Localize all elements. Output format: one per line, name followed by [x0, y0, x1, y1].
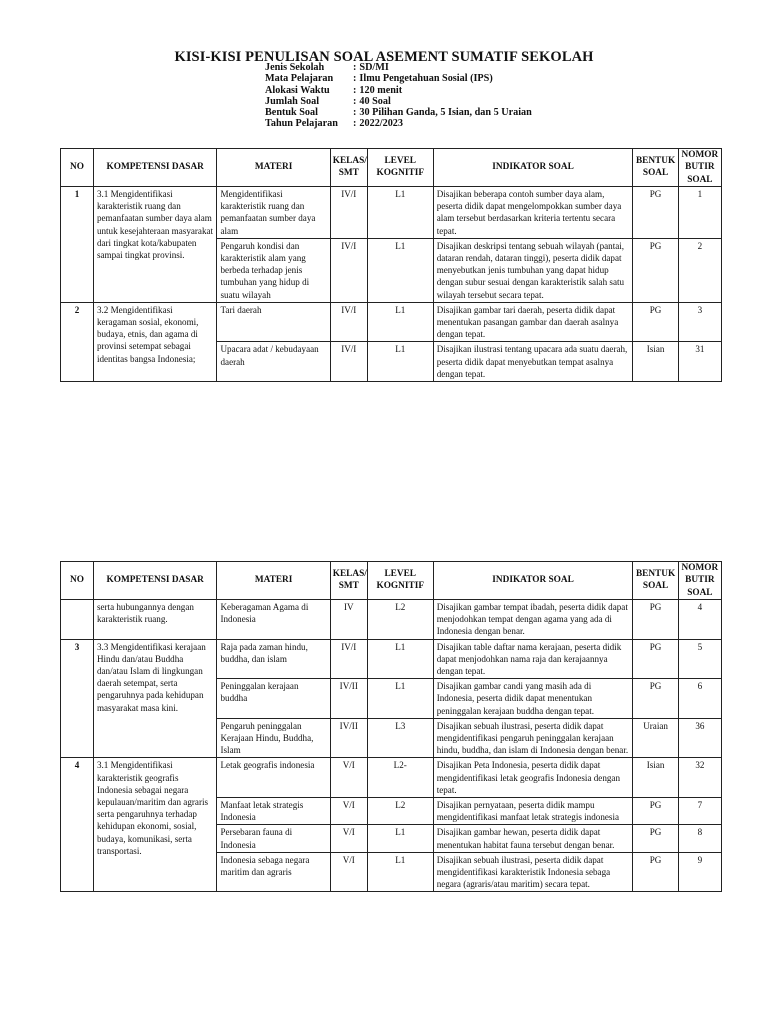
- materi-cell: Pengaruh kondisi dan karakteristik alam yang berbeda terhadap jenis tumbuhan yang hidup di suatu wilayah: [217, 238, 330, 302]
- header-text: LEVEL: [384, 569, 416, 580]
- header-text: BENTUK: [635, 156, 676, 167]
- kelas-cell: V/I: [330, 852, 367, 892]
- nomor-cell: 32: [678, 758, 721, 798]
- info-label: Alokasi Waktu: [265, 84, 330, 96]
- info-label: Tahun Pelajaran: [265, 118, 338, 130]
- nomor-cell: 1: [678, 186, 721, 238]
- row-number: 3: [61, 639, 94, 758]
- materi-cell: Indonesia sebaga negara maritim dan agraris: [217, 852, 330, 892]
- level-cell: L1: [367, 186, 433, 238]
- header-text: KELAS/: [332, 156, 367, 167]
- row-number: [61, 599, 94, 639]
- info-label: Jumlah Soal: [265, 95, 320, 107]
- info-row-bentuk-soal: Bentuk Soal : 30 Pilihan Ganda, 5 Isian, dan 5 Uraian: [265, 107, 532, 119]
- header-kelas-smt: [330, 149, 367, 187]
- header-text: KOGNITIF: [376, 581, 424, 592]
- materi-cell: Tari daerah: [217, 302, 330, 342]
- header-text: NO: [69, 162, 84, 173]
- kelas-cell: V/I: [330, 797, 367, 824]
- header-text: SMT: [338, 581, 359, 592]
- info-value: 120 menit: [359, 84, 403, 96]
- bentuk-cell: PG: [633, 679, 678, 719]
- row-number: 4: [61, 758, 94, 892]
- header-text: SMT: [338, 168, 359, 179]
- nomor-cell: 6: [678, 679, 721, 719]
- kompetensi-dasar-cell: serta hubungannya dengan karakteristik ruang.: [93, 599, 217, 639]
- info-row-tahun-pelajaran: Tahun Pelajaran : 2022/2023: [265, 118, 403, 130]
- table-row: [61, 302, 722, 342]
- header-bentuk-soal: [633, 149, 678, 187]
- materi-cell: Upacara adat / kebudayaan daerah: [217, 342, 330, 382]
- info-row-alokasi-waktu: Alokasi Waktu : 120 menit: [265, 84, 403, 96]
- level-cell: L1: [367, 238, 433, 302]
- level-cell: L2: [367, 797, 433, 824]
- nomor-cell: 5: [678, 639, 721, 679]
- header-text: SOAL: [687, 174, 713, 185]
- header-kompetensi-dasar: [93, 149, 217, 187]
- materi-cell: Raja pada zaman hindu, buddha, dan islam: [217, 639, 330, 679]
- table-row: [61, 599, 722, 639]
- header-text: INDIKATOR SOAL: [492, 575, 574, 586]
- table-row: [61, 758, 722, 798]
- kelas-cell: IV/I: [330, 302, 367, 342]
- bentuk-cell: PG: [633, 238, 678, 302]
- kelas-cell: IV/II: [330, 679, 367, 719]
- kompetensi-dasar-cell: 3.1 Mengidentifikasi karakteristik geografis Indonesia sebagai negara kepulauan/maritim dan agraris serta pengaruhnya terhadap kehidupan ekonomi, sosial, budaya, komunikasi, serta transportasi.: [93, 758, 217, 892]
- info-label: Bentuk Soal: [265, 107, 318, 119]
- indikator-cell: Disajikan gambar candi yang masih ada di Indonesia, peserta didik dapat menentukan peninggalan kerajaan buddha dengan tepat.: [433, 679, 633, 719]
- indikator-cell: Disajikan table daftar nama kerajaan, peserta didik dapat menjodohkan nama raja dan kerajaannya dengan tepat.: [433, 639, 633, 679]
- kelas-cell: IV: [330, 599, 367, 639]
- materi-cell: Pengaruh peninggalan Kerajaan Hindu, Buddha, Islam: [217, 718, 330, 758]
- header-text: NO: [69, 575, 84, 586]
- header-materi: [217, 149, 330, 187]
- nomor-cell: 7: [678, 797, 721, 824]
- info-value: 30 Pilihan Ganda, 5 Isian, dan 5 Uraian: [359, 107, 532, 119]
- row-number: 1: [61, 186, 94, 302]
- nomor-cell: 4: [678, 599, 721, 639]
- header-text: BUTIR: [685, 575, 715, 586]
- nomor-cell: 2: [678, 238, 721, 302]
- header-text: BENTUK: [635, 569, 676, 580]
- header-text: BUTIR: [685, 162, 715, 173]
- header-kelas-smt: [330, 562, 367, 600]
- header-level-kognitif: [367, 562, 433, 600]
- table-row: [61, 639, 722, 679]
- header-nomor-butir-soal: [678, 149, 721, 187]
- header-text: NOMOR: [681, 563, 719, 573]
- level-cell: L1: [367, 639, 433, 679]
- indikator-cell: Disajikan ilustrasi tentang upacara ada suatu daerah, peserta didik dapat menyebutkan tempat asalnya dengan tepat.: [433, 342, 633, 382]
- level-cell: L1: [367, 852, 433, 892]
- header-text: NOMOR: [681, 150, 719, 160]
- kelas-cell: IV/I: [330, 186, 367, 238]
- row-number: 2: [61, 302, 94, 381]
- table-row: [61, 186, 722, 238]
- info-value: 40 Soal: [359, 95, 391, 107]
- header-text: KOGNITIF: [376, 168, 424, 179]
- header-text: KELAS/: [332, 569, 367, 580]
- bentuk-cell: Isian: [633, 758, 678, 798]
- header-text: SOAL: [642, 581, 669, 592]
- header-materi: [217, 562, 330, 600]
- indikator-cell: Disajikan sebuah ilustrasi, peserta didik dapat mengidentifikasi pengaruh peninggalan kerajaan hindu, buddha, dan islam di Indonesia dengan benar.: [433, 718, 633, 758]
- info-value: Ilmu Pengetahuan Sosial (IPS): [359, 73, 493, 85]
- header-text: INDIKATOR SOAL: [492, 162, 574, 173]
- materi-cell: Letak geografis indonesia: [217, 758, 330, 798]
- info-value: SD/MI: [359, 62, 389, 73]
- bentuk-cell: PG: [633, 825, 678, 852]
- nomor-cell: 9: [678, 852, 721, 892]
- info-row-jenis-sekolah: Jenis Sekolah : SD/MI: [265, 62, 389, 73]
- document-title: KISI-KISI PENULISAN SOAL ASEMENT SUMATIF SEKOLAH: [174, 49, 594, 65]
- indikator-cell: Disajikan beberapa contoh sumber daya alam, peserta didik dapat mengelompokkan sumber daya alam tersebut berdasarkan kriteria tertentu secara tepat.: [433, 186, 633, 238]
- materi-cell: Mengidentifikasi karakteristik ruang dan pemanfaatan sumber daya alam: [217, 186, 330, 238]
- info-label: Mata Pelajaran: [265, 73, 334, 85]
- indikator-cell: Disajikan gambar tempat ibadah, peserta didik dapat menjodohkan tempat dengan agama yang ada di Indonesia dengan benar.: [433, 599, 633, 639]
- kelas-cell: IV/I: [330, 238, 367, 302]
- header-text: KOMPETENSI DASAR: [106, 575, 204, 586]
- materi-cell: Peninggalan kerajaan buddha: [217, 679, 330, 719]
- bentuk-cell: PG: [633, 797, 678, 824]
- indikator-cell: Disajikan sebuah ilustrasi, peserta didik dapat mengidentifikasi karakteristik Indonesia sebaga negara (agraris/atau maritim) secara tepat.: [433, 852, 633, 892]
- header-level-kognitif: [367, 149, 433, 187]
- header-text: MATERI: [254, 162, 293, 173]
- level-cell: L1: [367, 302, 433, 342]
- header-row: [61, 149, 722, 187]
- bentuk-cell: PG: [633, 186, 678, 238]
- bentuk-cell: Isian: [633, 342, 678, 382]
- header-text: LEVEL: [384, 156, 416, 167]
- kelas-cell: V/I: [330, 825, 367, 852]
- level-cell: L3: [367, 718, 433, 758]
- materi-cell: Keberagaman Agama di Indonesia: [217, 599, 330, 639]
- materi-cell: Persebaran fauna di Indonesia: [217, 825, 330, 852]
- header-indikator-soal: [433, 149, 633, 187]
- bentuk-cell: PG: [633, 852, 678, 892]
- bentuk-cell: Uraian: [633, 718, 678, 758]
- info-label: Jenis Sekolah: [265, 62, 325, 73]
- nomor-cell: 36: [678, 718, 721, 758]
- nomor-cell: 31: [678, 342, 721, 382]
- info-value: 2022/2023: [359, 118, 403, 130]
- bentuk-cell: PG: [633, 302, 678, 342]
- kompetensi-dasar-cell: 3.3 Mengidentifikasi kerajaan Hindu dan/atau Buddha dan/atau Islam di lingkungan daerah setempat, serta pengaruhnya pada kehidupan masyarakat masa kini.: [93, 639, 217, 758]
- indikator-cell: Disajikan gambar tari daerah, peserta didik dapat menentukan pasangan gambar dan daerah asalnya dengan tepat.: [433, 302, 633, 342]
- header-row: [61, 562, 722, 600]
- bentuk-cell: PG: [633, 639, 678, 679]
- indikator-cell: Disajikan deskripsi tentang sebuah wilayah (pantai, dataran rendah, dataran tinggi), peserta didik dapat menyebutkan jenis tumbuhan yang dapat hidup dengan subur sesuai dengan karakteristik salah satu wilayah tersebut secara tepat.: [433, 238, 633, 302]
- nomor-cell: 3: [678, 302, 721, 342]
- header-kompetensi-dasar: [93, 562, 217, 600]
- bentuk-cell: PG: [633, 599, 678, 639]
- header-text: SOAL: [642, 168, 669, 179]
- kompetensi-dasar-cell: 3.2 Mengidentifikasi keragaman sosial, ekonomi, budaya, etnis, dan agama di provinsi setempat sebagai identitas bangsa Indonesia;: [93, 302, 217, 381]
- header-text: SOAL: [687, 587, 713, 598]
- info-block: [265, 62, 532, 130]
- level-cell: L1: [367, 679, 433, 719]
- header-text: MATERI: [254, 575, 293, 586]
- header-indikator-soal: [433, 562, 633, 600]
- indikator-cell: Disajikan Peta Indonesia, peserta didik dapat mengidentifikasi letak geografis Indonesia dengan tepat.: [433, 758, 633, 798]
- header-nomor-butir-soal: [678, 562, 721, 600]
- materi-cell: Manfaat letak strategis Indonesia: [217, 797, 330, 824]
- info-row-jumlah-soal: Jumlah Soal : 40 Soal: [265, 95, 391, 107]
- header-no: [61, 562, 94, 600]
- header-bentuk-soal: [633, 562, 678, 600]
- level-cell: L2-: [367, 758, 433, 798]
- info-row-mata-pelajaran: Mata Pelajaran : Ilmu Pengetahuan Sosial (IPS): [265, 73, 493, 85]
- kisi-table-1: [60, 148, 722, 382]
- header-no: [61, 149, 94, 187]
- header-text: KOMPETENSI DASAR: [106, 162, 204, 173]
- kelas-cell: IV/I: [330, 342, 367, 382]
- level-cell: L2: [367, 599, 433, 639]
- kelas-cell: IV/II: [330, 718, 367, 758]
- level-cell: L1: [367, 825, 433, 852]
- indikator-cell: Disajikan pernyataan, peserta didik mampu mengidentifikasi manfaat letak strategis indonesia: [433, 797, 633, 824]
- kisi-table-2: [60, 561, 722, 892]
- kelas-cell: V/I: [330, 758, 367, 798]
- level-cell: L1: [367, 342, 433, 382]
- kompetensi-dasar-cell: 3.1 Mengidentifikasi karakteristik ruang dan pemanfaatan sumber daya alam untuk kesejahteraan masyarakat dari tingkat kota/kabupaten sampai tingkat provinsi.: [93, 186, 217, 302]
- nomor-cell: 8: [678, 825, 721, 852]
- kelas-cell: IV/I: [330, 639, 367, 679]
- indikator-cell: Disajikan gambar hewan, peserta didik dapat menentukan habitat fauna tersebut dengan benar.: [433, 825, 633, 852]
